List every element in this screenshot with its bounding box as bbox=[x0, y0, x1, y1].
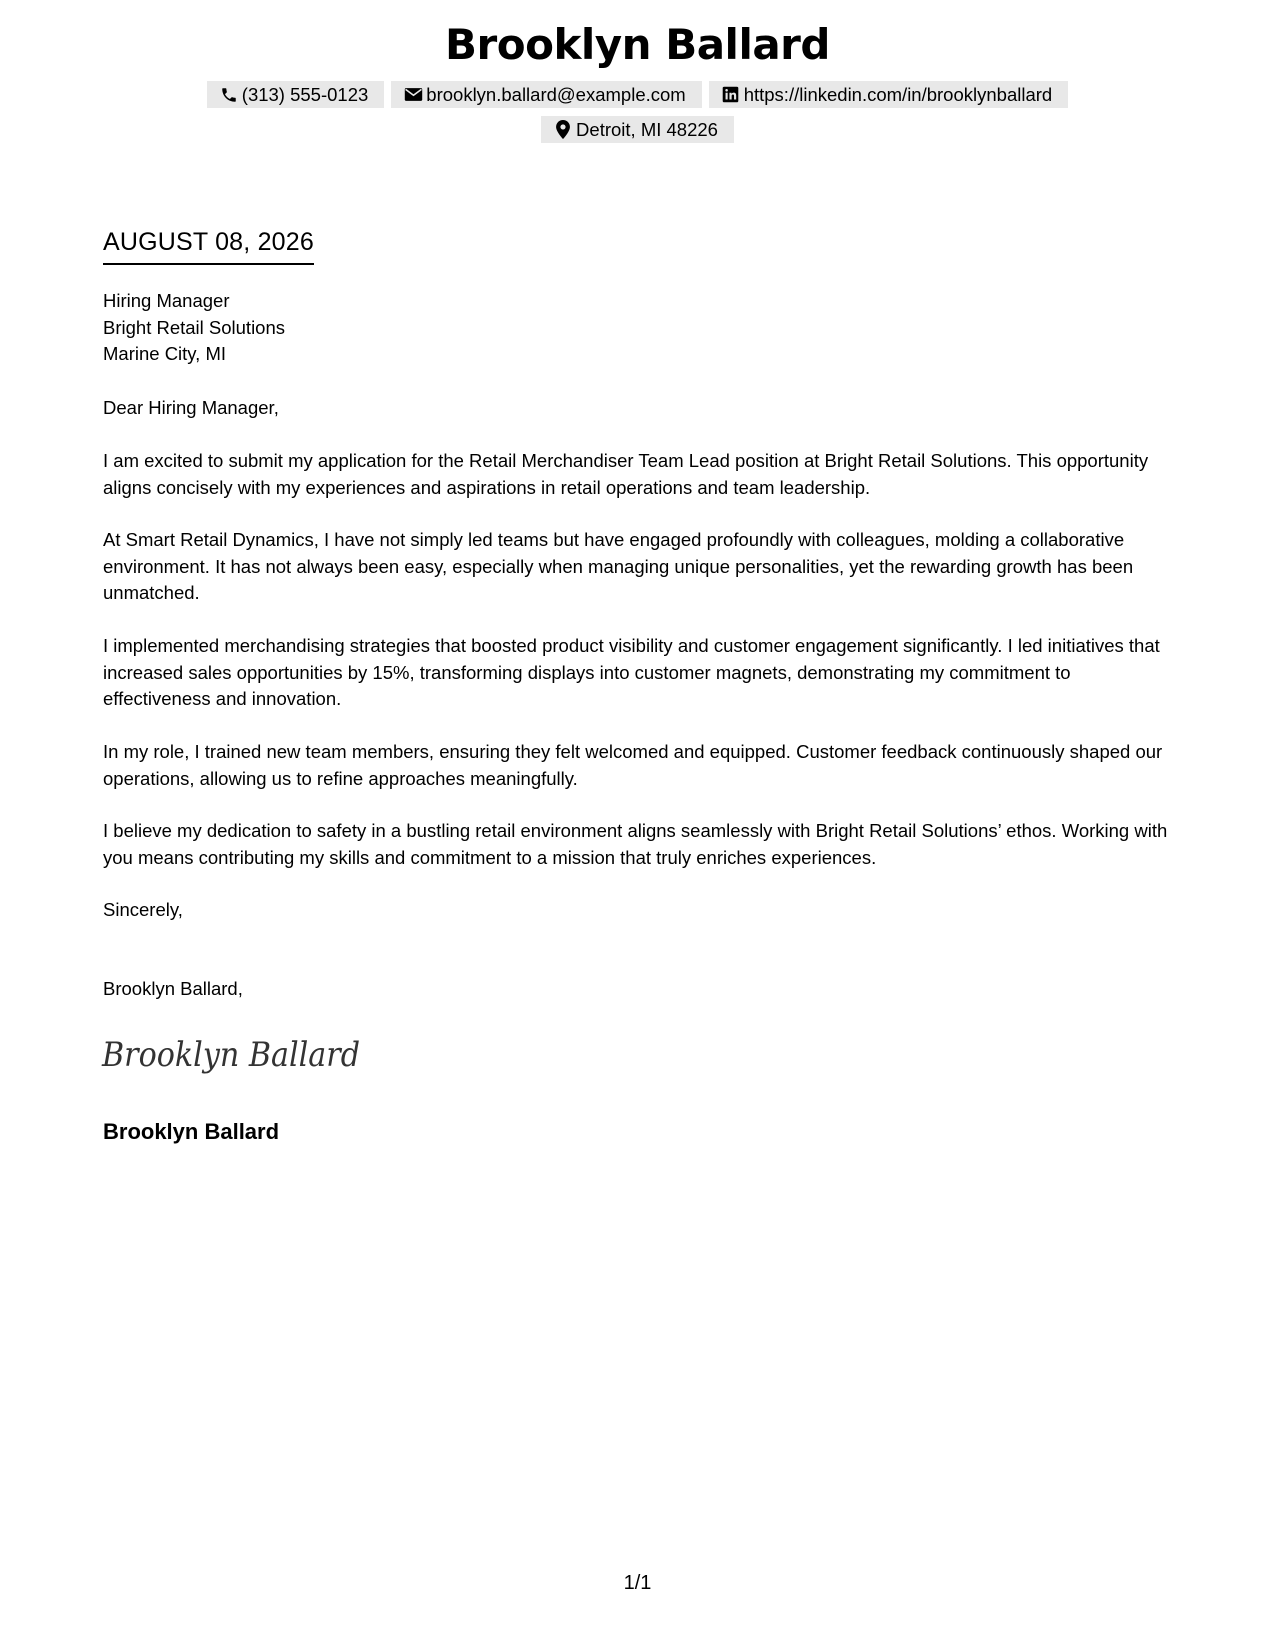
paragraph-text: I implemented merchandising strategies that boosted product visibility and customer engagement significantly. I led initiatives that increased sales opportunities by 15%, transforming displays into customer magnets, demonstrating my commitment to effectiveness and innovation. bbox=[103, 635, 1160, 709]
handwritten-signature bbox=[100, 1030, 370, 1087]
salutation: Dear Hiring Manager, bbox=[103, 397, 279, 418]
linkedin-url[interactable]: https://linkedin.com/in/brooklynballard bbox=[743, 83, 1053, 105]
paragraph-text: In my role, I trained new team members, ensuring they felt welcomed and equipped. Customer feedback continuously shaped our operations, allowing us to refine approaches meaningfully. bbox=[103, 741, 1163, 789]
map-pin-icon bbox=[553, 120, 573, 140]
paragraph-3 bbox=[103, 633, 1183, 713]
svg-text:Brooklyn Ballard: Brooklyn Ballard bbox=[101, 1035, 360, 1075]
email-contact bbox=[391, 81, 701, 108]
phone-number: (313) 555-0123 bbox=[241, 83, 369, 105]
applicant-name: Brooklyn Ballard bbox=[445, 20, 830, 69]
paragraph-4 bbox=[103, 739, 1183, 792]
contact-row bbox=[0, 81, 1275, 108]
linkedin-contact bbox=[709, 81, 1069, 108]
paragraph-text: I am excited to submit my application for the Retail Merchandiser Team Lead position at Bright Retail Solutions. This opportunity aligns concisely with my experiences and aspirations in retail operations and team leadership. bbox=[103, 450, 1149, 498]
phone-icon bbox=[219, 85, 239, 105]
location-text: Detroit, MI 48226 bbox=[576, 118, 718, 140]
recipient-block bbox=[103, 288, 285, 368]
location-contact bbox=[541, 116, 734, 143]
envelope-icon bbox=[403, 85, 423, 105]
paragraph-2 bbox=[103, 527, 1183, 607]
closing: Sincerely, bbox=[103, 899, 183, 920]
recipient-company: Bright Retail Solutions bbox=[103, 316, 286, 338]
page-number: 1/1 bbox=[623, 1572, 652, 1594]
paragraph-text: I believe my dedication to safety in a bustling retail environment aligns seamlessly with Bright Retail Solutions’ ethos. Working with you means contributing my skills and commitment to a mission that truly enriches experiences. bbox=[103, 820, 1168, 868]
closing-name: Brooklyn Ballard, bbox=[103, 978, 243, 999]
recipient-title: Hiring Manager bbox=[103, 290, 230, 311]
paragraph-1 bbox=[103, 448, 1183, 501]
contact-row-location bbox=[0, 116, 1275, 143]
signer-name: Brooklyn Ballard bbox=[103, 1119, 280, 1144]
letter-date: AUGUST 08, 2026 bbox=[103, 228, 314, 265]
paragraph-text: At Smart Retail Dynamics, I have not simply led teams but have engaged profoundly with colleagues, molding a collaborative environment. It has not always been easy, especially when managing unique personalities, yet the rewarding growth has been unmatched. bbox=[103, 529, 1134, 603]
recipient-location: Marine City, MI bbox=[103, 343, 227, 364]
paragraph-5 bbox=[103, 818, 1183, 871]
linkedin-icon bbox=[721, 85, 741, 105]
email-address[interactable]: brooklyn.ballard@example.com bbox=[426, 83, 686, 105]
phone-contact bbox=[207, 81, 385, 108]
